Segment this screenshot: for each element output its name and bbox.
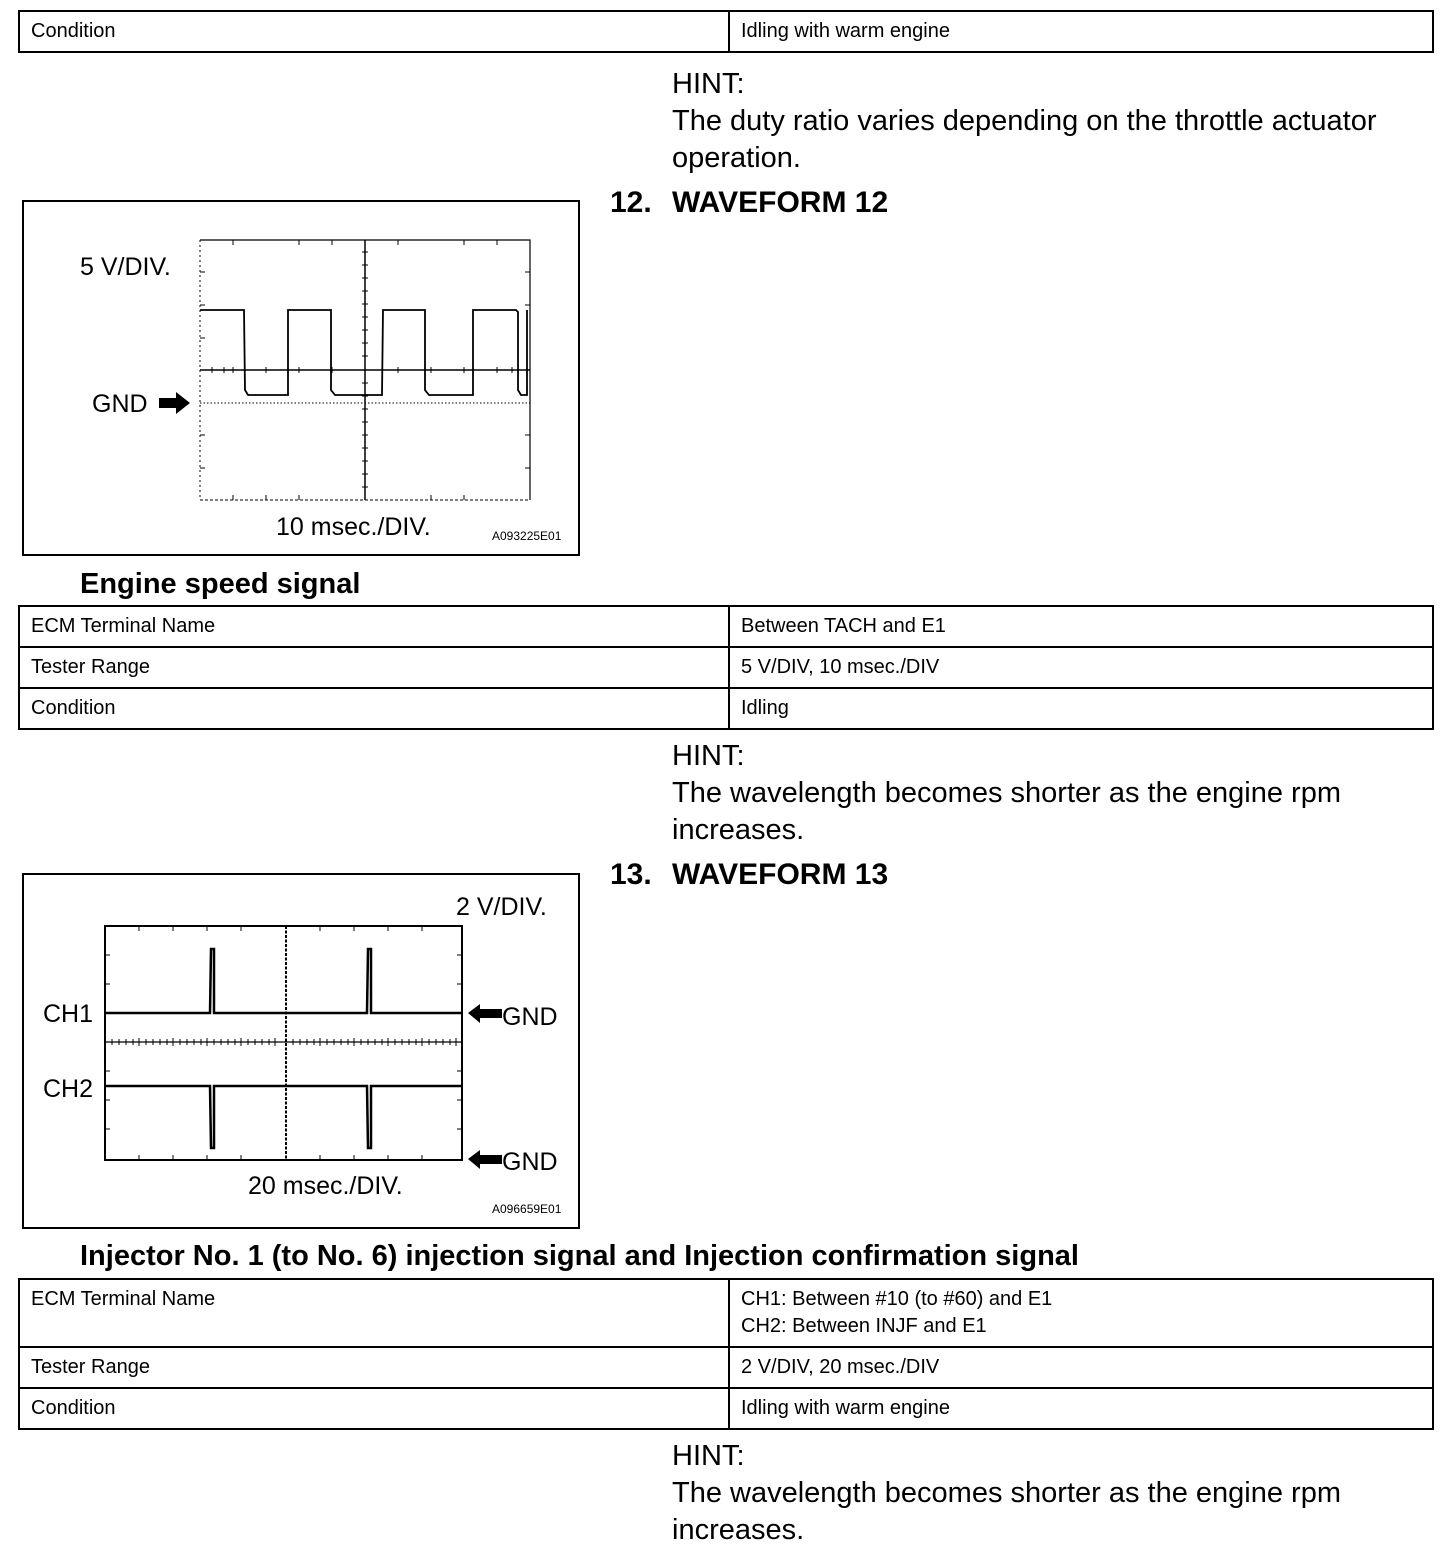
subtitle-injector-signal: Injector No. 1 (to No. 6) injection signal and Injection confirmation signal	[80, 1240, 1079, 1272]
row-value: 5 V/DIV, 10 msec./DIV	[729, 647, 1433, 688]
row-value-line-1: CH1: Between #10 (to #60) and E1	[741, 1288, 1053, 1310]
hint-label: HINT:	[672, 68, 745, 100]
table-row	[19, 11, 1433, 52]
oscilloscope-trace-13	[24, 875, 578, 1227]
section-title: WAVEFORM 13	[672, 858, 889, 891]
table-row	[19, 1347, 1433, 1388]
gnd-label-ch2: GND	[502, 1148, 558, 1176]
hint-text: The wavelength becomes shorter as the engine rpm increases.	[672, 777, 1341, 846]
row-value: Idling with warm engine	[729, 1388, 1433, 1429]
row-value: Idling	[729, 688, 1433, 729]
hint-block-2	[672, 738, 1432, 849]
row-label: Tester Range	[19, 647, 729, 688]
row-label: Condition	[19, 1388, 729, 1429]
section-number: 12.	[610, 186, 652, 219]
hint-label: HINT:	[672, 1440, 745, 1472]
table-row	[19, 647, 1433, 688]
subtitle-engine-speed-signal: Engine speed signal	[80, 568, 361, 600]
waveform-12-table	[18, 605, 1434, 730]
table-row	[19, 1388, 1433, 1429]
gnd-label: GND	[92, 390, 148, 418]
condition-table-top	[18, 10, 1434, 53]
waveform-13-table	[18, 1278, 1434, 1430]
hint-block-1	[672, 66, 1432, 177]
row-label: Condition	[19, 688, 729, 729]
table-row	[19, 688, 1433, 729]
hint-text: The duty ratio varies depending on the throttle actuator operation.	[672, 105, 1377, 174]
table-row	[19, 1279, 1433, 1347]
row-label: Tester Range	[19, 1347, 729, 1388]
waveform-12-figure	[22, 200, 580, 556]
gnd-label-ch1: GND	[502, 1003, 558, 1031]
hint-block-3	[672, 1438, 1432, 1549]
ch2-label: CH2	[43, 1075, 94, 1103]
section-heading-waveform-12	[610, 186, 888, 220]
row-label: ECM Terminal Name	[19, 606, 729, 647]
row-label: Condition	[19, 11, 729, 52]
row-value	[729, 1279, 1433, 1347]
row-value: 2 V/DIV, 20 msec./DIV	[729, 1347, 1433, 1388]
waveform-13-figure	[22, 873, 580, 1229]
hint-label: HINT:	[672, 740, 745, 772]
figure-id: A093225E01	[492, 529, 562, 543]
time-div-label: 20 msec./DIV.	[248, 1172, 403, 1200]
row-label: ECM Terminal Name	[19, 1279, 729, 1347]
row-value: Between TACH and E1	[729, 606, 1433, 647]
oscilloscope-trace-12	[24, 202, 578, 554]
section-title: WAVEFORM 12	[672, 186, 889, 219]
row-value-line-2: CH2: Between INJF and E1	[741, 1315, 987, 1337]
table-row	[19, 606, 1433, 647]
volt-div-label: 5 V/DIV.	[80, 253, 171, 281]
section-number: 13.	[610, 858, 652, 891]
ch1-label: CH1	[43, 1000, 94, 1028]
volt-div-label: 2 V/DIV.	[456, 893, 547, 921]
row-value: Idling with warm engine	[729, 11, 1433, 52]
section-heading-waveform-13	[610, 858, 888, 892]
hint-text: The wavelength becomes shorter as the engine rpm increases.	[672, 1477, 1341, 1546]
time-div-label: 10 msec./DIV.	[276, 513, 431, 541]
figure-id: A096659E01	[492, 1202, 562, 1216]
